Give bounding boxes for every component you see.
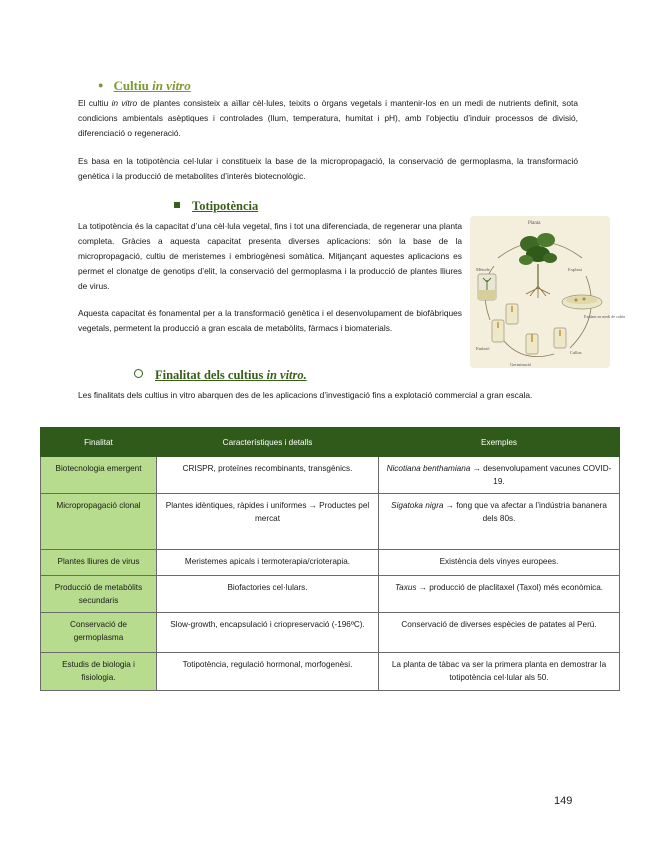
culture-jar-icon	[478, 274, 496, 300]
subheading-finalitat: Finalitat dels cultius in vitro.	[134, 368, 307, 383]
svg-text:Embrió: Embrió	[476, 346, 490, 351]
cell-detalls: Slow-growth, encapsulació i criopreservació (-196ºC).	[157, 613, 379, 653]
table-row	[41, 457, 620, 494]
table-row	[41, 550, 620, 576]
cell-exemples: Conservació de diverses espècies de patates al Perú.	[379, 613, 620, 653]
cell-exemples: Taxus → producció de placlitaxel (Taxol) més econòmica.	[379, 576, 620, 613]
table-header-row	[41, 428, 620, 457]
square-bullet-icon	[174, 202, 180, 208]
cell-exemples: Existència dels vinyes europees.	[379, 550, 620, 576]
page-number: 149	[554, 795, 573, 807]
totipotencia-paragraph-1: La totipotència és la capacitat d’una cèl·lula vegetal, fins i tot una diferenciada, de regenerar una planta completa. Gràcies a aquesta capacitat presenta diverses aplicacions: són la base de la micropropagació, cultiu de meristemes i embriogènesi somàtica. Mitjançant aquestes aplicacions es permet el clonatge de genotips d’elit, la conservació del germoplasma i la producció de plantes lliures de virus.	[78, 221, 462, 291]
cell-finalitat: Micropropagació clonal	[41, 494, 157, 550]
subheading-totipotencia: Totipotència	[174, 199, 258, 214]
svg-text:Planta: Planta	[528, 221, 541, 226]
section-heading-cultiu-in-vitro: ● Cultiu in vitro	[98, 78, 191, 93]
svg-text:Germinació: Germinació	[510, 362, 532, 367]
cell-detalls: Plantes idèntiques, ràpides i uniformes → Productes pel mercat	[157, 494, 379, 550]
finalitats-table	[40, 427, 620, 691]
plant-icon	[519, 233, 557, 298]
intro-paragraph-1: El cultiu in vitro de plantes consisteix a aïllar cèl·lules, teixits o òrgans vegetals i mantenir-los en un medi de nutrients definit, sota condicions ambientals asèptiques i controlades (llum, temperatura, humitat i pH), amb l’objectiu d’induir processos de divisió, diferenciació o regeneració.	[78, 98, 578, 138]
circle-bullet-icon	[134, 369, 143, 378]
cell-finalitat: Producció de metabòlits secundaris	[41, 576, 157, 613]
table-row	[41, 653, 620, 691]
table-row	[41, 576, 620, 613]
petri-dish-icon	[562, 295, 602, 309]
cell-finalitat: Estudis de biologia i fisiologia.	[41, 653, 157, 691]
svg-text:Explant en medi de cultiu: Explant en medi de cultiu	[584, 314, 626, 319]
table-row	[41, 613, 620, 653]
cell-exemples: Nicotiana benthamiana → desenvolupament vacunes COVID-19.	[379, 457, 620, 494]
test-tube-icons	[492, 304, 566, 354]
svg-text:Callus: Callus	[570, 350, 582, 355]
cell-finalitat: Plantes lliures de virus	[41, 550, 157, 576]
cell-detalls: Meristemes apicals i termoterapia/crioterapia.	[157, 550, 379, 576]
finalitat-paragraph: Les finalitats dels cultius in vitro abarquen des de les aplicacions d’investigació fins a explotació commercial a gran escala.	[78, 390, 533, 400]
cell-detalls: CRISPR, proteïnes recombinants, transgènics.	[157, 457, 379, 494]
header-exemples: Exemples	[379, 428, 620, 457]
header-finalitat: Finalitat	[41, 428, 157, 457]
header-caracteristiques: Característiques i detalls	[157, 428, 379, 457]
bullet-icon: ●	[98, 80, 104, 90]
totipotencia-paragraph-2: Aquesta capacitat és fonamental per a la transformació genètica i el desenvolupament de biofàbriques vegetals, permetent la producció a gran escala de metabòlits, fàrmacs i biomaterials.	[78, 308, 462, 333]
cell-finalitat: Conservació de germoplasma	[41, 613, 157, 653]
cell-exemples: Sigatoka nigra → fong que va afectar a l’indústria bananera dels 80s.	[379, 494, 620, 550]
cell-detalls: Totipotència, regulació hormonal, morfogenèsi.	[157, 653, 379, 691]
cell-detalls: Biofactories cel·lulars.	[157, 576, 379, 613]
cell-exemples: La planta de tàbac va ser la primera planta en demostrar la totipotència cel·lular als 50.	[379, 653, 620, 691]
svg-text:Mètode: Mètode	[476, 267, 490, 272]
plant-culture-cycle-illustration	[470, 216, 626, 368]
cycle-diagram-icon	[470, 216, 626, 368]
intro-paragraph-2: Es basa en la totipotència cel·lular i constitueix la base de la micropropagació, la conservació de germoplasma, la transformació genètica i la producció de metabolites d’interès biotecnològic.	[78, 156, 578, 181]
svg-text:Explant: Explant	[568, 267, 582, 272]
table-row	[41, 494, 620, 550]
cell-finalitat: Biotecnologia emergent	[41, 457, 157, 494]
